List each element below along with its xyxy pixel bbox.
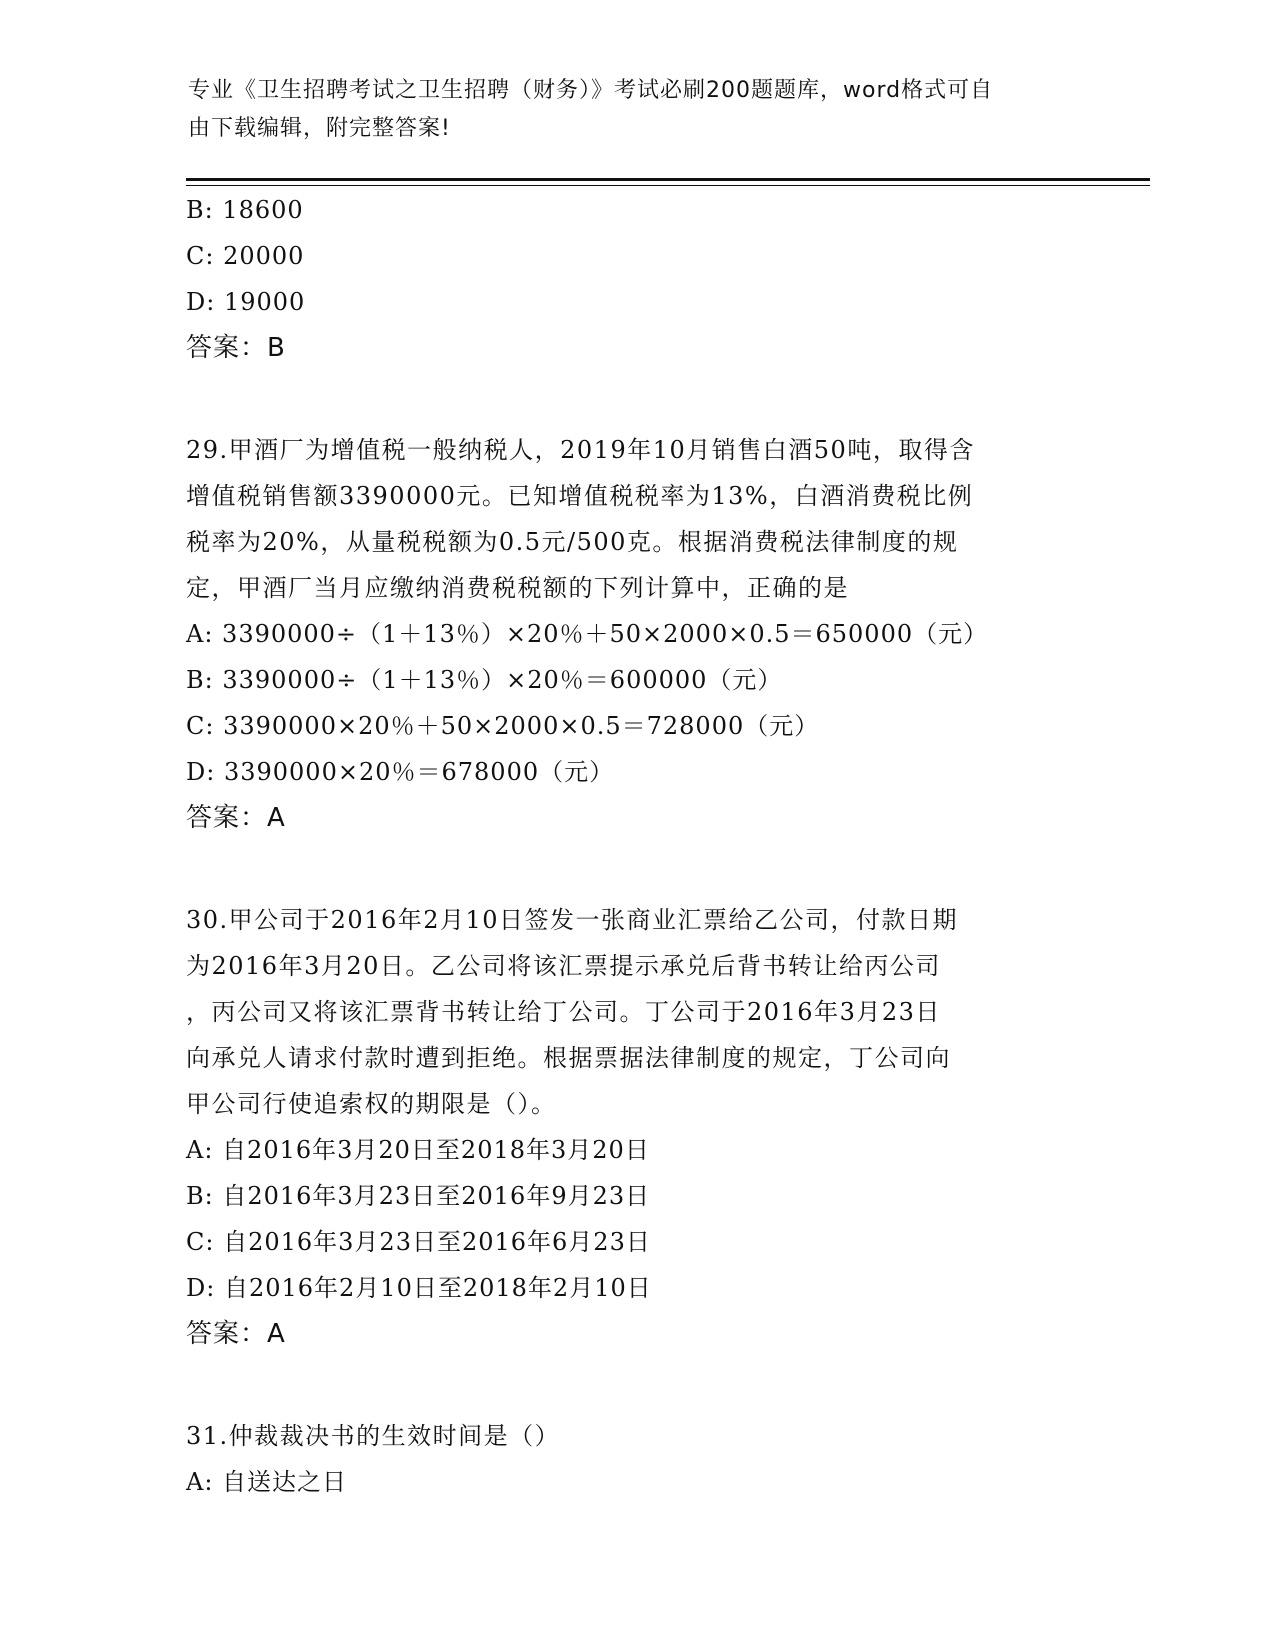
option-c: C: 20000 (186, 242, 305, 270)
option-a: A: 3390000÷（1＋13％）×20％＋50×2000×0.5＝650000（元） (186, 620, 989, 648)
option-a: A: 自送达之日 (186, 1468, 348, 1496)
stem-line: 向承兑人请求付款时遭到拒绝。根据票据法律制度的规定，丁公司向 (186, 1044, 951, 1072)
option-b: B: 3390000÷（1＋13％）×20％＝600000（元） (186, 666, 783, 694)
stem-line: 31.仲裁裁决书的生效时间是（） (186, 1422, 561, 1450)
header-line-1: 专业《卫生招聘考试之卫生招聘（财务）》考试必刷200题题库，word格式可自 (188, 78, 994, 103)
stem-line: ，丙公司又将该汇票背书转让给丁公司。丁公司于2016年3月23日 (186, 998, 941, 1026)
answer-label: 答案：A (186, 803, 286, 833)
option-d: D: 3390000×20％＝678000（元） (186, 758, 615, 786)
stem-line: 甲公司行使追索权的期限是（）。 (186, 1090, 557, 1118)
header-divider-thin (186, 185, 1150, 186)
stem-line: 为2016年3月20日。乙公司将该汇票提示承兑后背书转让给丙公司 (186, 952, 941, 980)
header-line-2: 由下载编辑，附完整答案! (188, 116, 451, 141)
question-28-tail (186, 187, 1086, 371)
stem-line: 30.甲公司于2016年2月10日签发一张商业汇票给乙公司，付款日期 (186, 906, 959, 934)
stem-line: 定，甲酒厂当月应缴纳消费税税额的下列计算中，正确的是 (186, 574, 849, 602)
option-c: C: 自2016年3月23日至2016年6月23日 (186, 1228, 651, 1256)
document-body (186, 187, 1086, 1505)
option-b: B: 18600 (186, 196, 304, 224)
document-header (188, 72, 1068, 148)
question-stem (186, 897, 1086, 1127)
option-d: D: 19000 (186, 288, 306, 316)
question-30 (186, 897, 1086, 1357)
stem-line: 增值税销售额3390000元。已知增值税税率为13%，白酒消费税比例 (186, 482, 974, 510)
option-d: D: 自2016年2月10日至2018年2月10日 (186, 1274, 652, 1302)
question-31 (186, 1413, 1086, 1505)
stem-line: 29.甲酒厂为增值税一般纳税人，2019年10月销售白酒50吨，取得含 (186, 436, 975, 464)
header-divider-thick (186, 178, 1150, 181)
answer-label: 答案：A (186, 1319, 286, 1349)
option-c: C: 3390000×20％＋50×2000×0.5＝728000（元） (186, 712, 820, 740)
option-b: B: 自2016年3月23日至2016年9月23日 (186, 1182, 651, 1210)
option-a: A: 自2016年3月20日至2018年3月20日 (186, 1136, 650, 1164)
answer-label: 答案：B (186, 333, 286, 363)
question-29 (186, 427, 1086, 841)
question-stem (186, 427, 1086, 611)
question-stem (186, 1413, 1086, 1459)
stem-line: 税率为20%，从量税税额为0.5元/500克。根据消费税法律制度的规 (186, 528, 959, 556)
